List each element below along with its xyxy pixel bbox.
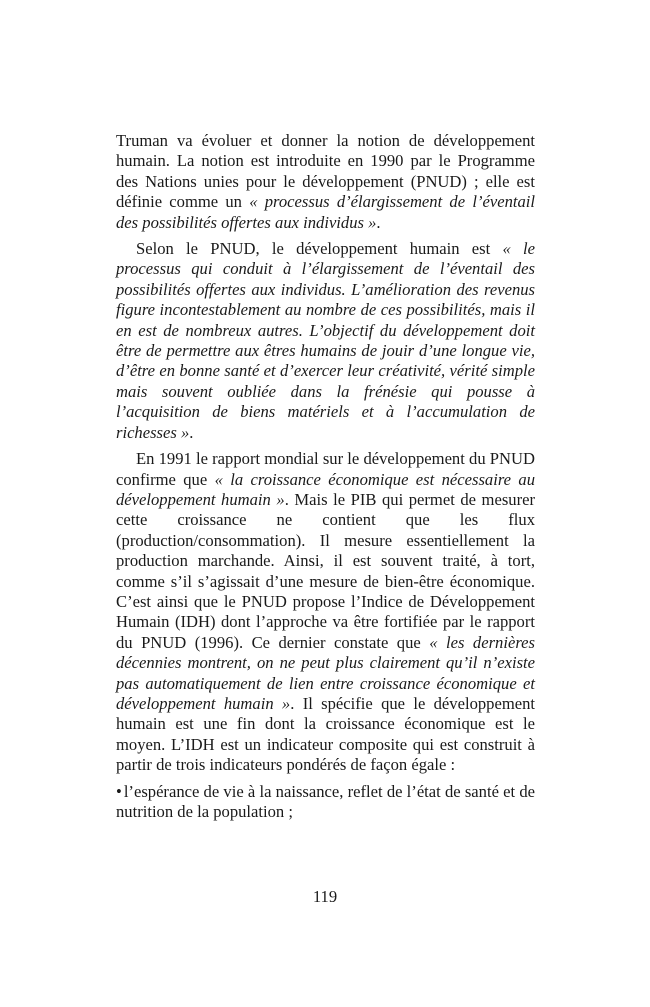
paragraph-1-text: Truman va évoluer et donner la notion de développement humain. La notion est introduite en 1990 par le Programme des Nations unies pour le développement (PNUD) ; elle est définie comme un (116, 131, 535, 212)
body-text (116, 131, 535, 828)
bullet-icon: • (116, 781, 122, 801)
paragraph-3 (116, 449, 535, 776)
page-number: 119 (312, 887, 338, 906)
bullet-text: l’espérance de vie à la naissance, reflet de l’état de santé et de nutrition de la population ; (116, 781, 535, 821)
paragraph-2-text: Selon le PNUD, le développement humain est (136, 239, 503, 259)
paragraph-3-end: . Il spécifie que le développement humain est une fin dont la croissance économique est le moyen. L’IDH est un indicateur composite qui est construit à partir de trois indicateurs pondérés de façon égale : (116, 693, 535, 775)
paragraph-2-end: . (189, 422, 194, 442)
paragraph-1 (116, 131, 535, 233)
paragraph-3-quote-1: « la croissance économique est nécessaire au développement humain » (116, 469, 535, 509)
bullet-list-item (116, 782, 535, 823)
paragraph-3-text-middle: . Mais le PIB qui permet de mesurer cette croissance ne contient que les flux (production/consommation). Il mesure essentiellement la production marchande. Ainsi, il est souvent traité, à tort, comme s’il s’agissait d’une mesure de bien-être économique. C’est ainsi que le PNUD propose l’Indice de Développement Humain (IDH) dont l’approche va être fortifiée par le rapport du PNUD (1996). Ce dernier constate que (116, 489, 535, 652)
paragraph-2 (116, 239, 535, 443)
paragraph-3-text: En 1991 le rapport mondial sur le développement du PNUD confirme que (116, 449, 535, 489)
paragraph-2-quote: « le processus qui conduit à l’élargissement de l’éventail des possibilités offertes aux individus. L’amélioration des revenus figure incontestablement au nombre de ces possibilités, mais il en est de nombreux autres. L’objectif du développement doit être de permettre aux êtres humains de jouir d’une longue vie, d’être en bonne santé et d’exercer leur créativité, vérité simple mais souvent oubliée dans la frénésie qui pousse à l’acquisition de biens matériels et à l’accumulation de richesses » (116, 239, 535, 442)
paragraph-1-quote: « processus d’élargissement de l’éventail des possibilités offertes aux individus » (116, 192, 535, 232)
paragraph-1-end: . (376, 212, 381, 232)
paragraph-3-quote-2: « les dernières décennies montrent, on ne peut plus clairement qu’il n’existe pas automatiquement de lien entre croissance économique et développement humain » (116, 632, 535, 713)
